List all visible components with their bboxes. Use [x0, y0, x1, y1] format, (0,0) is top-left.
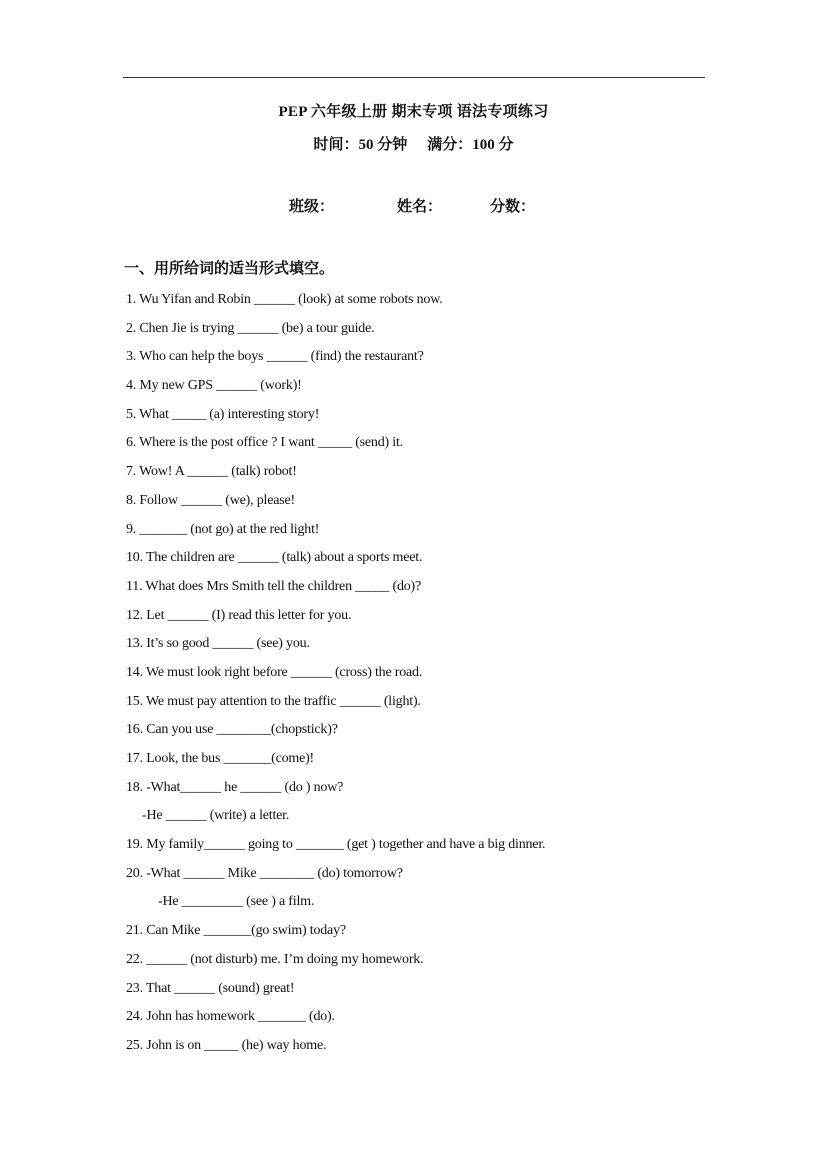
question-item: 1. Wu Yifan and Robin ______ (look) at some robots now. [126, 292, 443, 307]
question-item: 2. Chen Jie is trying ______ (be) a tour guide. [126, 320, 375, 336]
question-item: 25. John is on _____ (he) way home. [126, 1037, 327, 1053]
question-item: 3. Who can help the boys ______ (find) the restaurant? [126, 349, 424, 365]
question-item: 10. The children are ______ (talk) about a sports meet. [126, 550, 423, 566]
question-item: 9. _______ (not go) at the red light! [126, 521, 320, 537]
question-item: 19. My family______ going to _______ (get ) together and have a big dinner. [126, 837, 546, 853]
question-answer-line: -He ______ (write) a letter. [142, 808, 290, 824]
header-rule [123, 77, 705, 78]
question-item: 21. Can Mike _______(go swim) today? [126, 923, 346, 939]
question-item: 12. Let ______ (I) read this letter for you. [126, 607, 352, 623]
question-item: 16. Can you use ________(chopstick)? [126, 722, 338, 738]
question-item: 20. -What ______ Mike ________ (do) tomorrow? [126, 865, 403, 881]
question-item: 13. It’s so good ______ (see) you. [126, 636, 310, 652]
question-item: 24. John has homework _______ (do). [126, 1009, 335, 1025]
page-title: PEP 六年级上册 期末专项 语法专项练习 [278, 104, 549, 120]
question-item: 5. What _____ (a) interesting story! [126, 406, 320, 422]
question-item: 23. That ______ (sound) great! [126, 980, 295, 996]
name-label: 姓名： [397, 199, 443, 215]
question-item: 18. -What______ he ______ (do ) now? [126, 779, 344, 795]
class-label: 班级： [289, 199, 335, 215]
question-item: 11. What does Mrs Smith tell the children _____ (do)? [126, 578, 422, 594]
question-item: 22. ______ (not disturb) me. I’m doing my homework. [126, 951, 424, 967]
total-score: 满分：100 分 [427, 137, 514, 153]
question-item: 7. Wow! A ______ (talk) robot! [126, 464, 297, 480]
question-item: 17. Look, the bus _______(come)! [126, 751, 315, 766]
question-item: 14. We must look right before ______ (cross) the road. [126, 664, 423, 680]
question-item: 6. Where is the post office ? I want _____ (send) it. [126, 435, 403, 451]
exam-info [0, 133, 827, 154]
question-item: 15. We must pay attention to the traffic ______ (light). [126, 693, 421, 709]
time-limit: 时间：50 分钟 [313, 137, 408, 153]
section-heading: 一、用所给词的适当形式填空。 [124, 261, 335, 277]
question-answer-line: -He _________ (see ) a film. [158, 894, 315, 910]
question-list [126, 286, 726, 1061]
question-item: 8. Follow ______ (we), please! [126, 492, 295, 508]
question-item: 4. My new GPS ______ (work)! [126, 378, 302, 394]
score-label: 分数： [490, 199, 536, 215]
